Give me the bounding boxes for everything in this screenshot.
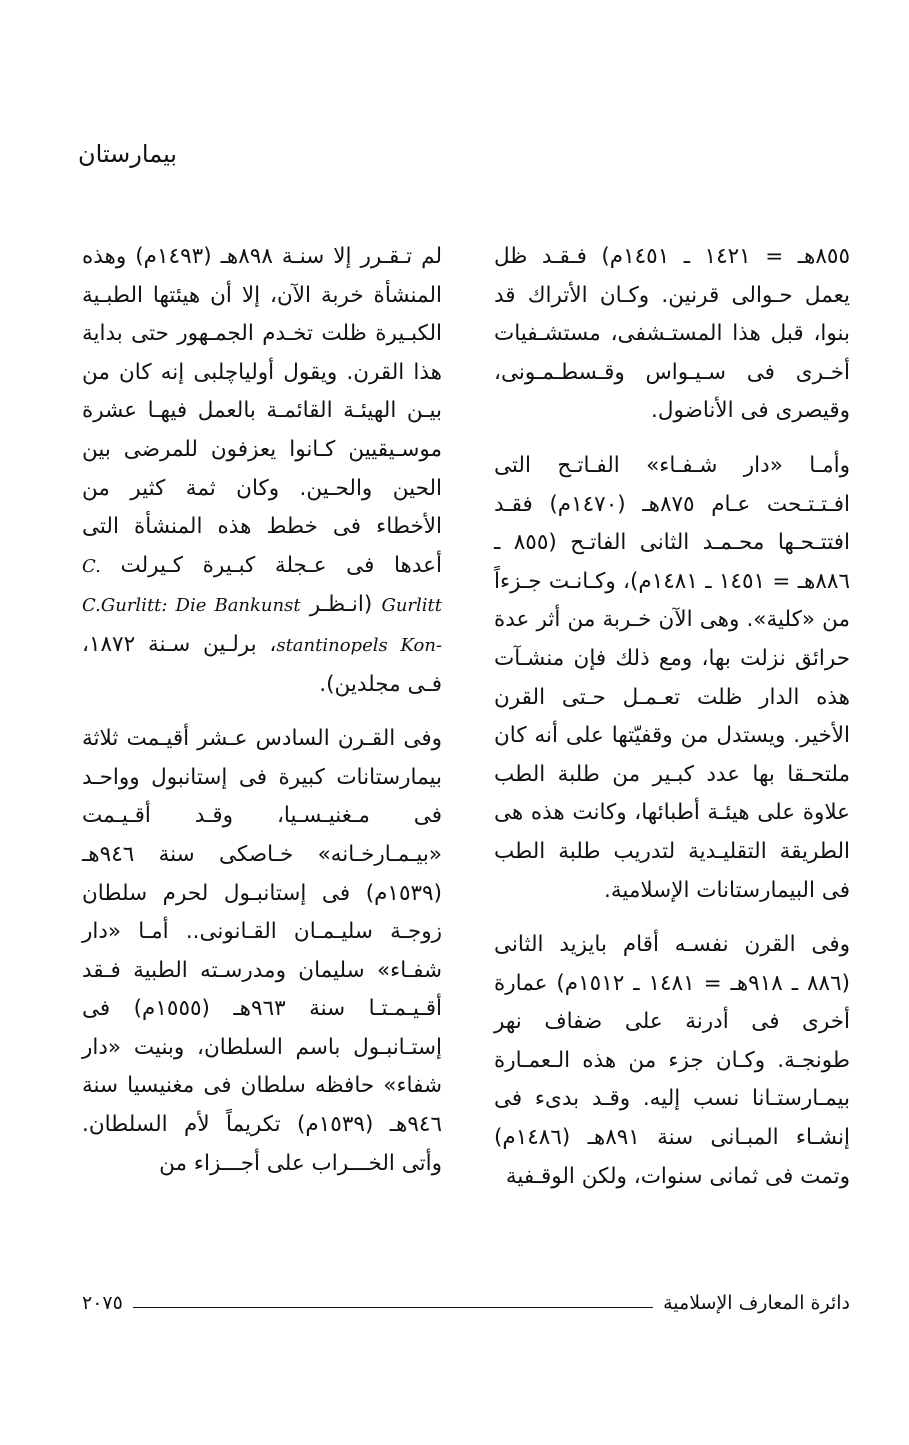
right-column xyxy=(494,238,850,1196)
book-title-latin: C.Gurlitt: Die Bankunst Kon- xyxy=(82,595,442,656)
paragraph-text: ، برلـين سـنة ١٨٧٢، فـى مجلدين). xyxy=(82,631,442,697)
paragraph: وفى القرن نفسـه أقام بايزيد الثانى (٨٨٦ ـ ٩١٨هـ = ١٤٨١ ـ ١٥١٢م) عمارة أخرى فى أدرنة على ضفاف نهر طونجـة. وكـان جزء من هذه الـعمـارة بيمـارستـانا نسب إليه. وقـد بدىء فى إنشـاء المبـانى سنة ٨٩١هـ (١٤٨٦م) وتمت فى ثمانى سنوات، ولكن الوقـفية xyxy=(494,932,851,1189)
left-column xyxy=(82,238,442,1183)
paragraph: ٨٥٥هـ = ١٤٢١ ـ ١٤٥١م) فـقـد ظل يعمل حـوالى قرنين. وكـان الأتراك قد بنوا، قبل هذا المستـشفى، مستشـفيات أخـرى فى سـيـواس وقـسطـمـونى، وقيصرى فى الأناضول. xyxy=(494,244,850,424)
journal-title: دائرة المعارف الإسلامية xyxy=(663,1292,850,1314)
page-number: ٢٠٧٥ xyxy=(82,1292,123,1314)
paragraph: وأمـا «دار شـفـاء» الفـاتـح التى افـتـتـحت عـام ٨٧٥هـ (١٤٧٠م) فقـد افتتـحـها محـمـد الثانى الفاتـح (٨٥٥ ـ ٨٨٦هـ = ١٤٥١ ـ ١٤٨١م)، وكـانـت جـزءاً من «كلية». وهى الآن خـربة من أثر عدة حرائق نزلت بها، ومع ذلك فإن منشـآت هذه الدار ظلت تعـمـل حـتى القرن الأخير. ويستدل من وقفيّتها على أنه كان ملتحـقا بها عدد كبـير من طلبة الطب علاوة على هيئـة أطبائها، وكانت هذه هى الطريقة التقليـدية لتدريب طلبة الطب فى البيمارستانات الإسلامية. xyxy=(494,452,850,903)
paragraph-text: لم تـقـرر إلا سنـة ٨٩٨هـ (١٤٩٣م) وهذه المنشأة خربة الآن، إلا أن هيئتها الطبـية الكبـيرة ظلت تخـدم الجمـهور حتى بداية هذا القرن. ويقول أولياچلبى إنه كان من بيـن الهيئـة القائمـة بالعمل فيهـا عشرة موسـيقيين كـانوا يعزفون للمرضى بين الحين والحـين. وكان ثمة كثير من الأخطاء فى خطط هذه المنشأة التى أعدها فى عـجلة كبـيرة كـيرلت xyxy=(82,244,443,578)
running-header: بيمارستان xyxy=(78,140,177,168)
paragraph: وفى القـرن السادس عـشر أقيـمت ثلاثة بيمارستانات كبيرة فى إستانبول وواحـد فى مـغنيـسـيا، وقـد أقـيـمت «بيـمـارخـانه» خـاصكى سنة ٩٤٦هـ (١٥٣٩م) فى إستانبـول لحرم سلطان زوجـة سليـمـان القـانونى.. أمـا «دار شفـاء» سليمان ومدرسـته الطبية فـقد أقـيـمـتـا سنة ٩٦٣هـ (١٥٥٥م) فى إستـانبـول باسم السلطان، وبنيت «دار شفاء» حافظه سلطان فى مغنيسيا سنة ٩٤٦هـ (١٥٣٩م) تكريماً لأم السلطان. وأتى الخـــراب على أجـــزاء من xyxy=(82,726,442,1176)
footer-rule xyxy=(133,1307,653,1308)
book-title-latin-cont: stantinopels xyxy=(276,634,388,656)
see-reference: (انـظـر xyxy=(309,592,373,618)
page-footer xyxy=(82,1288,850,1318)
author-name-latin: C. Gurlitt xyxy=(82,555,443,617)
paragraph xyxy=(82,238,442,704)
